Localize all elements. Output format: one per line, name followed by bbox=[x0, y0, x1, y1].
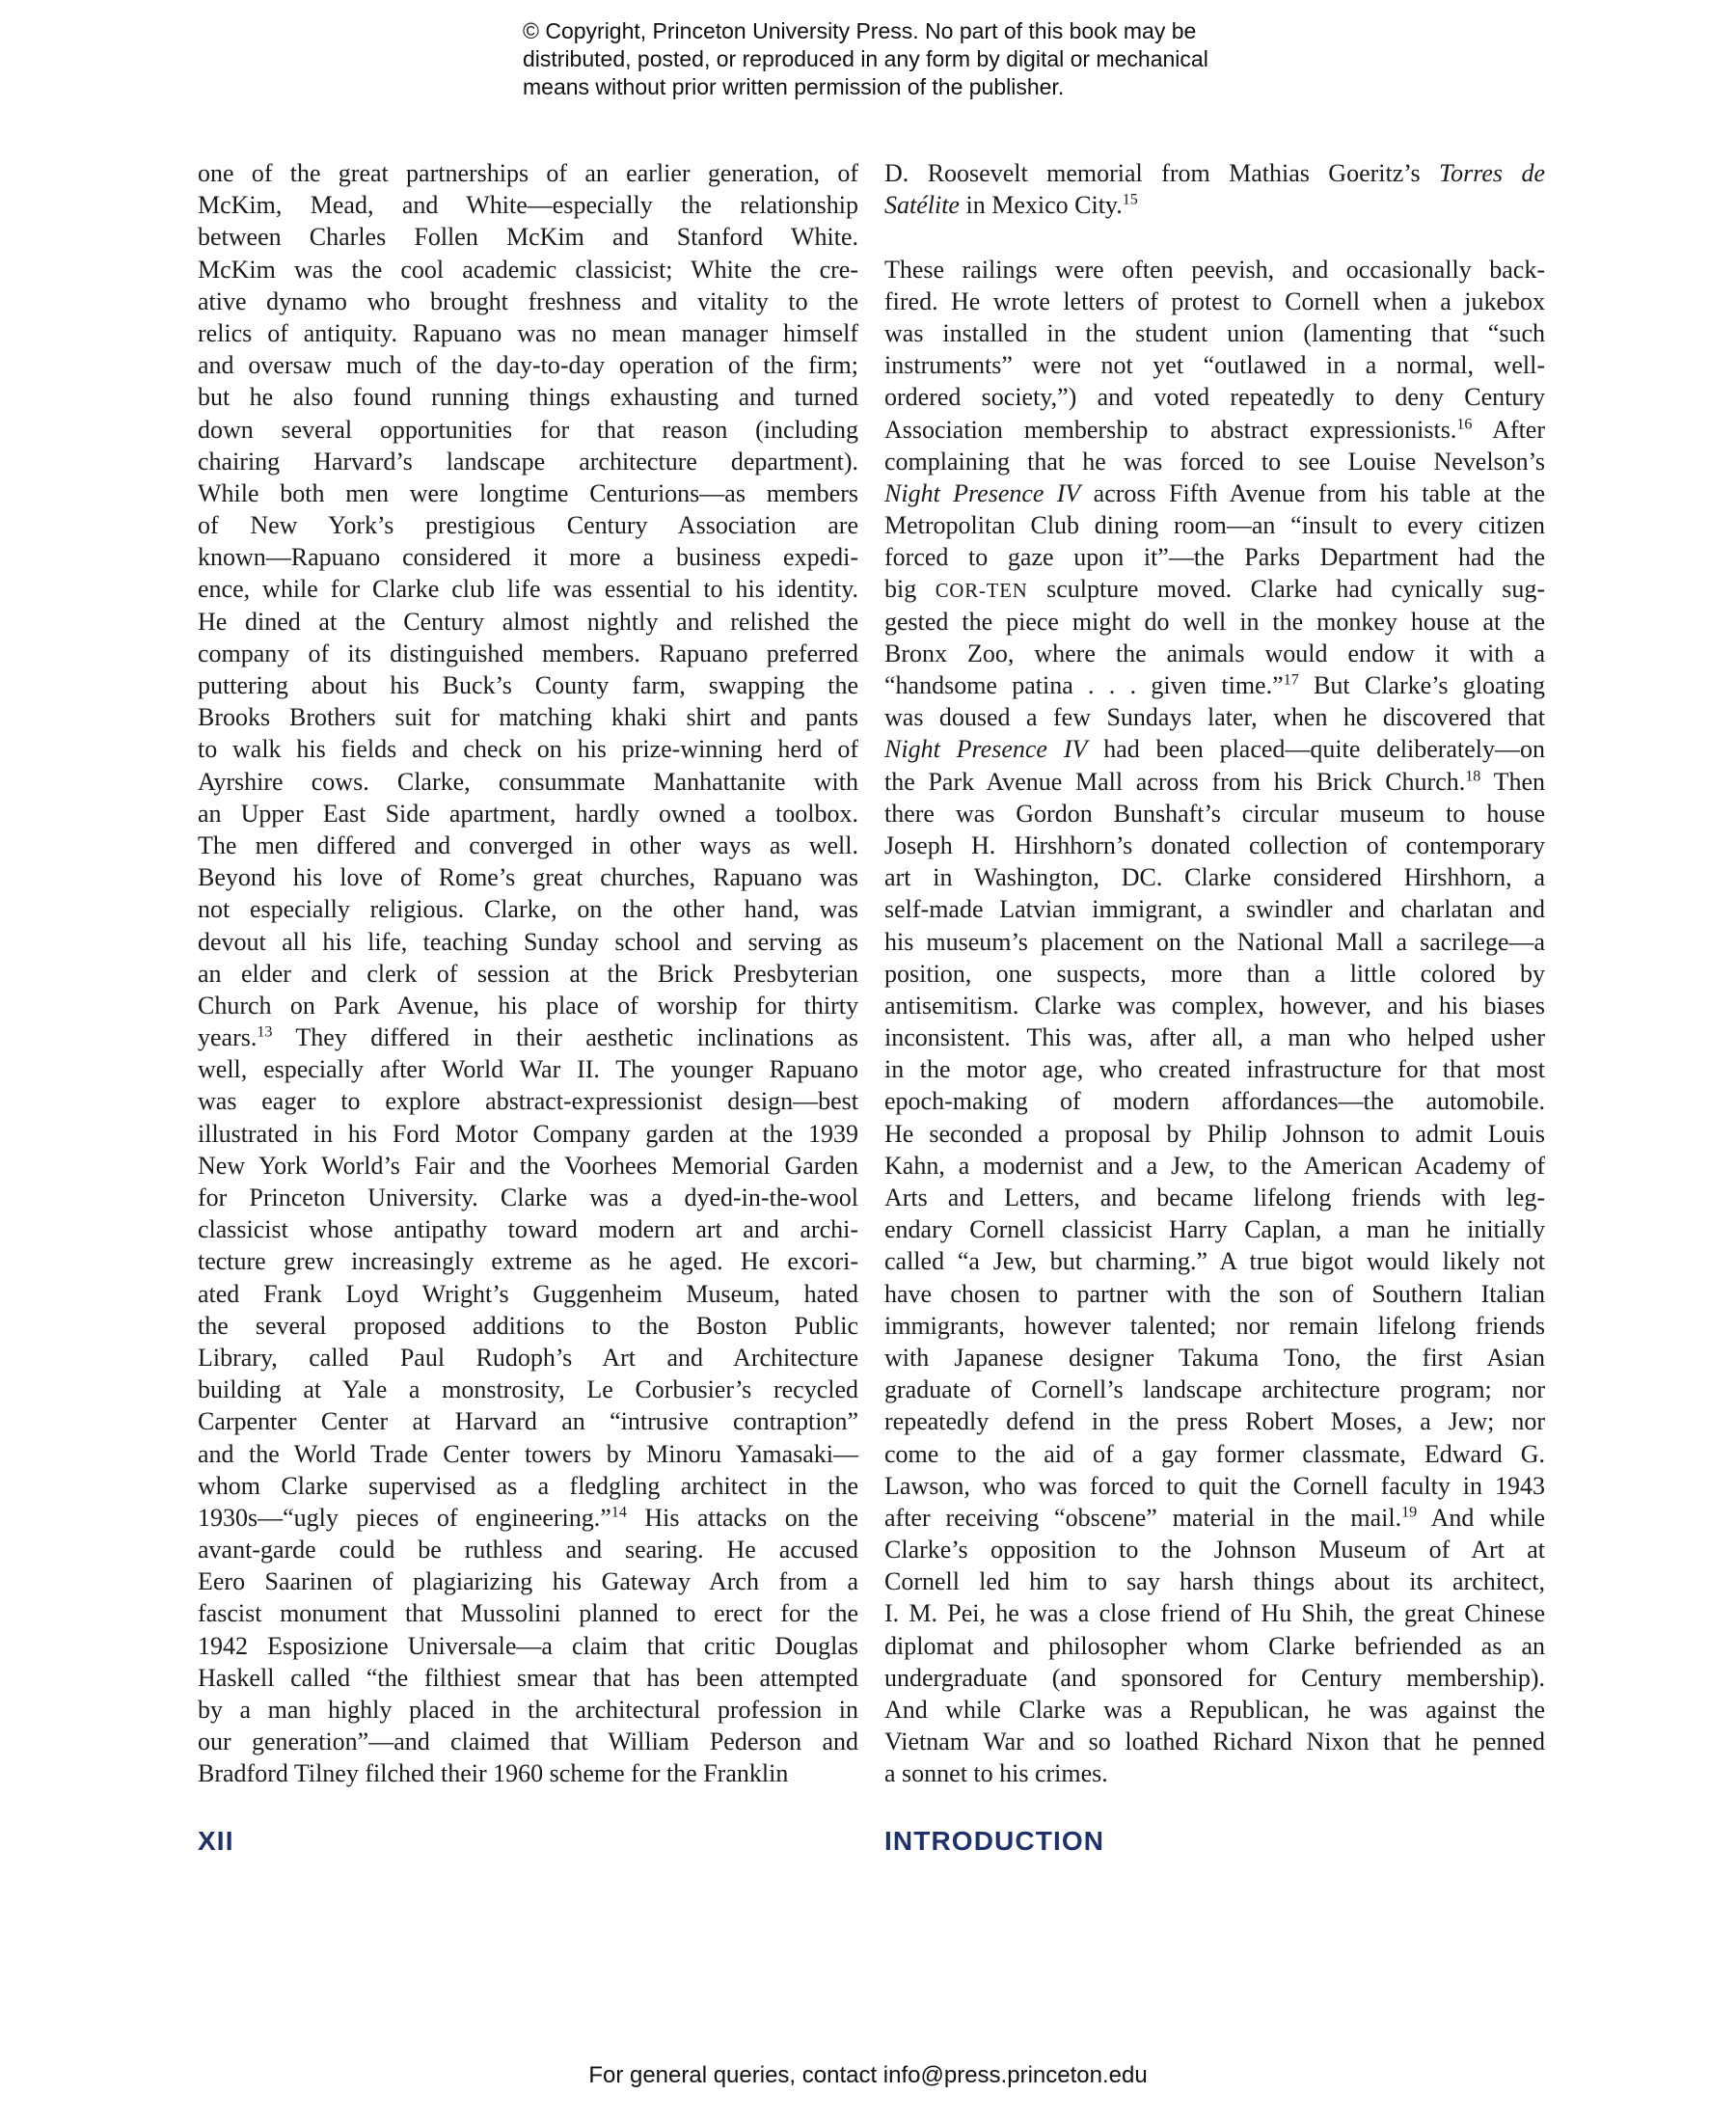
text-segment: inconsistent. This was, after all, a man who helped usher bbox=[884, 1023, 1545, 1052]
text-segment: self-made Latvian immigrant, a swindler and charlatan and bbox=[884, 895, 1545, 924]
text-segment: across Fifth Avenue from his table at the bbox=[1080, 478, 1545, 507]
text-segment: the several proposed additions to the Boston Public bbox=[198, 1311, 858, 1340]
text-line bbox=[884, 798, 1545, 830]
text-line bbox=[198, 1053, 858, 1085]
text-line bbox=[198, 1565, 858, 1597]
text-segment: and the World Trade Center towers by Minoru Yamasaki— bbox=[198, 1439, 858, 1468]
text-segment: ated Frank Loyd Wright’s Guggenheim Museum, hated bbox=[198, 1279, 858, 1308]
text-line bbox=[198, 509, 858, 541]
text-line bbox=[884, 541, 1545, 573]
copyright-line: © Copyright, Princeton University Press. No part of this book may be bbox=[523, 18, 1197, 43]
text-line bbox=[198, 1630, 858, 1662]
text-line bbox=[198, 414, 858, 446]
text-segment: Satélite bbox=[884, 191, 960, 220]
text-segment: there was Gordon Bunshaft’s circular museum to house bbox=[884, 799, 1545, 828]
text-line bbox=[884, 766, 1545, 798]
text-segment: immigrants, however talented; nor remain lifelong friends bbox=[884, 1311, 1545, 1340]
text-segment: avant-garde could be ruthless and searing. He accused bbox=[198, 1536, 858, 1564]
text-segment: After bbox=[1472, 415, 1546, 444]
text-line bbox=[884, 446, 1545, 477]
right-column bbox=[884, 157, 1545, 1790]
text-line bbox=[884, 1278, 1545, 1310]
text-segment: illustrated in his Ford Motor Company garden at the 1939 bbox=[198, 1119, 858, 1148]
text-line bbox=[198, 221, 858, 253]
text-segment: COR-TEN bbox=[935, 580, 1028, 603]
text-segment: was doused a few Sundays later, when he discovered that bbox=[884, 703, 1545, 732]
text-line bbox=[884, 317, 1545, 349]
text-line bbox=[884, 1182, 1545, 1213]
text-segment: with Japanese designer Takuma Tono, the first Asian bbox=[884, 1343, 1545, 1372]
text-line bbox=[884, 1245, 1545, 1277]
text-line bbox=[884, 893, 1545, 925]
text-line bbox=[198, 926, 858, 958]
text-line bbox=[198, 1374, 858, 1405]
text-segment: company of its distinguished members. Rapuano preferred bbox=[198, 639, 858, 667]
text-segment: art in Washington, DC. Clarke considered Hirshhorn, a bbox=[884, 863, 1545, 892]
footnote-ref: 18 bbox=[1465, 767, 1481, 784]
paragraph bbox=[884, 157, 1545, 221]
text-segment: big bbox=[884, 575, 936, 604]
text-line bbox=[884, 381, 1545, 413]
copyright-line: distributed, posted, or reproduced in any form by digital or mechanical bbox=[523, 46, 1208, 71]
text-segment: in Mexico City. bbox=[959, 191, 1123, 220]
text-line bbox=[884, 1470, 1545, 1502]
text-segment: well, especially after World War II. The younger Rapuano bbox=[198, 1055, 858, 1084]
text-line bbox=[198, 701, 858, 733]
text-line bbox=[884, 1085, 1545, 1117]
text-segment: chairing Harvard’s landscape architecture department). bbox=[198, 447, 858, 476]
text-segment: Kahn, a modernist and a Jew, to the American Academy of bbox=[884, 1151, 1545, 1180]
text-line bbox=[198, 157, 858, 189]
text-line bbox=[198, 733, 858, 765]
text-segment: an Upper East Side apartment, hardly owned a toolbox. bbox=[198, 799, 858, 828]
text-segment: one of the great partnerships of an earlier generation, of bbox=[198, 159, 858, 187]
text-segment: I. M. Pei, he was a close friend of Hu Shih, the great Chinese bbox=[884, 1599, 1545, 1628]
text-line bbox=[198, 1342, 858, 1374]
text-segment: complaining that he was forced to see Louise Nevelson’s bbox=[884, 447, 1545, 476]
text-segment: Cornell led him to say harsh things about its architect, bbox=[884, 1567, 1545, 1596]
text-line bbox=[198, 798, 858, 830]
footnote-ref: 17 bbox=[1283, 671, 1299, 689]
text-line bbox=[884, 1342, 1545, 1374]
text-segment: Lawson, who was forced to quit the Cornell faculty in 1943 bbox=[884, 1471, 1545, 1500]
text-segment: and oversaw much of the day-to-day operation of the firm; bbox=[198, 351, 858, 380]
text-line bbox=[884, 990, 1545, 1021]
text-line bbox=[198, 1502, 858, 1534]
text-segment: devout all his life, teaching Sunday school and serving as bbox=[198, 927, 858, 956]
text-line bbox=[198, 189, 858, 221]
text-line bbox=[198, 573, 858, 605]
text-line bbox=[198, 830, 858, 861]
text-line bbox=[198, 669, 858, 701]
text-line bbox=[884, 573, 1545, 605]
text-segment: an elder and clerk of session at the Brick Presbyterian bbox=[198, 959, 858, 988]
text-line bbox=[884, 1118, 1545, 1150]
text-line bbox=[198, 1597, 858, 1629]
text-line bbox=[884, 1021, 1545, 1053]
text-line bbox=[198, 254, 858, 286]
text-line bbox=[198, 990, 858, 1021]
text-segment: His attacks on the bbox=[626, 1503, 858, 1532]
text-line bbox=[198, 1310, 858, 1342]
text-segment: ence, while for Clarke club life was essential to his identity. bbox=[198, 575, 858, 604]
text-segment: was eager to explore abstract-expressionist design—best bbox=[198, 1087, 858, 1116]
text-segment: between Charles Follen McKim and Stanford White. bbox=[198, 223, 858, 252]
text-line bbox=[198, 381, 858, 413]
text-line bbox=[884, 1310, 1545, 1342]
text-line bbox=[884, 157, 1545, 189]
text-line bbox=[198, 349, 858, 381]
text-line bbox=[198, 1470, 858, 1502]
text-line bbox=[884, 733, 1545, 765]
text-line bbox=[884, 830, 1545, 861]
text-segment: whom Clarke supervised as a fledgling architect in the bbox=[198, 1471, 858, 1500]
text-line bbox=[884, 1374, 1545, 1405]
text-segment: known—Rapuano considered it more a business expedi- bbox=[198, 543, 858, 572]
footer-contact: For general queries, contact info@press.princeton.edu bbox=[588, 2062, 1148, 2088]
text-segment: his museum’s placement on the National Mall a sacrilege—a bbox=[884, 927, 1545, 956]
text-line bbox=[884, 1726, 1545, 1757]
text-segment: Night Presence IV bbox=[884, 478, 1081, 507]
text-segment: position, one suspects, more than a little colored by bbox=[884, 959, 1545, 988]
text-line bbox=[884, 254, 1545, 286]
text-line bbox=[884, 606, 1545, 638]
paragraph bbox=[884, 254, 1545, 1790]
text-line bbox=[884, 1565, 1545, 1597]
text-segment: New York World’s Fair and the Voorhees Memorial Garden bbox=[198, 1151, 858, 1180]
text-segment: 1942 Esposizione Universale—a claim that critic Douglas bbox=[198, 1631, 858, 1660]
text-line bbox=[884, 1534, 1545, 1565]
text-segment: antisemitism. Clarke was complex, however, and his biases bbox=[884, 991, 1545, 1020]
text-line bbox=[198, 861, 858, 893]
text-segment: instruments” were not yet “outlawed in a normal, well- bbox=[884, 351, 1545, 380]
text-segment: after receiving “obscene” material in the mail. bbox=[884, 1503, 1402, 1532]
text-segment: fired. He wrote letters of protest to Cornell when a jukebox bbox=[884, 286, 1545, 315]
text-segment: by a man highly placed in the architectural profession in bbox=[198, 1696, 858, 1724]
text-line bbox=[198, 1757, 858, 1789]
text-segment: a sonnet to his crimes. bbox=[884, 1759, 1108, 1788]
text-segment: Then bbox=[1480, 767, 1546, 796]
text-segment: Association membership to abstract expressionists. bbox=[884, 415, 1457, 444]
text-segment: to walk his fields and check on his prize-winning herd of bbox=[198, 735, 858, 764]
footnote-ref: 19 bbox=[1401, 1504, 1418, 1521]
text-segment: 1930s—“ugly pieces of engineering.” bbox=[198, 1503, 611, 1532]
text-line bbox=[884, 349, 1545, 381]
text-line bbox=[198, 1118, 858, 1150]
text-line bbox=[198, 1213, 858, 1245]
text-line bbox=[198, 1534, 858, 1565]
footnote-ref: 13 bbox=[257, 1023, 273, 1041]
text-line bbox=[198, 1726, 858, 1757]
text-segment: Haskell called “the filthiest smear that has been attempted bbox=[198, 1663, 858, 1692]
text-line bbox=[884, 1053, 1545, 1085]
text-segment: ordered society,”) and voted repeatedly to deny Century bbox=[884, 383, 1545, 412]
text-segment: sculpture moved. Clarke had cynically sug- bbox=[1027, 575, 1545, 604]
text-segment: While both men were longtime Centurions—as members bbox=[198, 478, 858, 507]
text-line bbox=[198, 893, 858, 925]
text-line bbox=[884, 958, 1545, 990]
text-line bbox=[884, 638, 1545, 669]
text-line bbox=[884, 926, 1545, 958]
text-segment: Library, called Paul Rudoph’s Art and Architecture bbox=[198, 1343, 858, 1372]
text-line bbox=[884, 1438, 1545, 1470]
text-segment: Ayrshire cows. Clarke, consummate Manhattanite with bbox=[198, 767, 858, 796]
text-line bbox=[198, 1694, 858, 1726]
text-line bbox=[198, 1278, 858, 1310]
text-segment: called “a Jew, but charming.” A true bigot would likely not bbox=[884, 1247, 1545, 1276]
footnote-ref: 15 bbox=[1122, 191, 1138, 208]
footnote-ref: 16 bbox=[1456, 415, 1473, 432]
text-line bbox=[884, 1630, 1545, 1662]
text-segment: for Princeton University. Clarke was a dyed-in-the-wool bbox=[198, 1183, 858, 1211]
text-segment: epoch-making of modern affordances—the automobile. bbox=[884, 1087, 1545, 1116]
text-line bbox=[884, 1150, 1545, 1182]
text-segment: He dined at the Century almost nightly and relished the bbox=[198, 607, 858, 636]
text-line bbox=[884, 414, 1545, 446]
footnote-ref: 14 bbox=[610, 1504, 627, 1521]
text-segment: “handsome patina . . . given time.” bbox=[884, 671, 1284, 699]
text-line bbox=[198, 1662, 858, 1694]
text-segment: ative dynamo who brought freshness and vitality to the bbox=[198, 286, 858, 315]
text-segment: McKim, Mead, and White—especially the relationship bbox=[198, 191, 858, 220]
text-segment: come to the aid of a gay former classmate, Edward G. bbox=[884, 1439, 1545, 1468]
text-segment: years. bbox=[198, 1023, 258, 1052]
text-line bbox=[884, 1405, 1545, 1437]
body-columns bbox=[198, 157, 1545, 1790]
text-line bbox=[884, 1757, 1545, 1789]
text-line bbox=[884, 286, 1545, 317]
text-line bbox=[198, 606, 858, 638]
text-segment: gested the piece might do well in the monkey house at the bbox=[884, 607, 1545, 636]
text-segment: diplomat and philosopher whom Clarke befriended as an bbox=[884, 1631, 1545, 1660]
paragraph bbox=[198, 157, 858, 1790]
text-line bbox=[884, 477, 1545, 509]
text-segment: in the motor age, who created infrastructure for that most bbox=[884, 1055, 1545, 1084]
text-line bbox=[884, 1694, 1545, 1726]
text-line bbox=[198, 446, 858, 477]
text-segment: Eero Saarinen of plagiarizing his Gateway Arch from a bbox=[198, 1567, 858, 1596]
text-line bbox=[198, 1405, 858, 1437]
copyright-line: means without prior written permission of the publisher. bbox=[523, 74, 1065, 99]
running-head: INTRODUCTION bbox=[884, 1826, 1105, 1856]
text-segment: repeatedly defend in the press Robert Moses, a Jew; nor bbox=[884, 1407, 1545, 1436]
text-segment: tecture grew increasingly extreme as he aged. He excori- bbox=[198, 1247, 858, 1276]
text-segment: fascist monument that Mussolini planned to erect for the bbox=[198, 1599, 858, 1628]
text-line bbox=[884, 861, 1545, 893]
text-segment: down several opportunities for that reason (including bbox=[198, 415, 858, 444]
text-segment: Bradford Tilney filched their 1960 scheme for the Franklin bbox=[198, 1759, 789, 1788]
text-line bbox=[884, 701, 1545, 733]
text-line bbox=[198, 541, 858, 573]
text-segment: But Clarke’s gloating bbox=[1298, 671, 1545, 699]
text-segment: Metropolitan Club dining room—an “insult to every citizen bbox=[884, 511, 1545, 540]
text-segment: The men differed and converged in other ways as well. bbox=[198, 830, 858, 859]
text-line bbox=[198, 1085, 858, 1117]
text-line bbox=[198, 1182, 858, 1213]
text-line bbox=[198, 1021, 858, 1053]
text-segment: Brooks Brothers suit for matching khaki shirt and pants bbox=[198, 703, 858, 732]
text-segment: was installed in the student union (lamenting that “such bbox=[884, 318, 1545, 347]
text-line bbox=[884, 669, 1545, 701]
text-line bbox=[198, 286, 858, 317]
text-segment: undergraduate (and sponsored for Century membership). bbox=[884, 1663, 1545, 1692]
left-column bbox=[198, 157, 858, 1790]
text-segment: have chosen to partner with the son of Southern Italian bbox=[884, 1279, 1545, 1308]
text-segment: Torres de bbox=[1439, 159, 1545, 187]
text-segment: had been placed—quite deliberately—on bbox=[1087, 735, 1545, 764]
text-segment: They differed in their aesthetic inclinations as bbox=[272, 1023, 858, 1052]
text-segment: McKim was the cool academic classicist; White the cre- bbox=[198, 255, 858, 284]
text-line bbox=[198, 1438, 858, 1470]
text-segment: of New York’s prestigious Century Association are bbox=[198, 511, 858, 540]
text-line bbox=[198, 1150, 858, 1182]
text-segment: Joseph H. Hirshhorn’s donated collection of contemporary bbox=[884, 830, 1545, 859]
text-line bbox=[884, 509, 1545, 541]
text-segment: Vietnam War and so loathed Richard Nixon that he penned bbox=[884, 1728, 1545, 1756]
text-line bbox=[884, 189, 1545, 221]
text-segment: the Park Avenue Mall across from his Brick Church. bbox=[884, 767, 1466, 796]
text-line bbox=[884, 1502, 1545, 1534]
text-line bbox=[198, 638, 858, 669]
text-segment: but he also found running things exhausting and turned bbox=[198, 383, 858, 412]
text-segment: Bronx Zoo, where the animals would endow it with a bbox=[884, 639, 1545, 667]
text-segment: classicist whose antipathy toward modern art and archi- bbox=[198, 1215, 858, 1244]
text-line bbox=[198, 958, 858, 990]
text-segment: Clarke’s opposition to the Johnson Museum of Art at bbox=[884, 1536, 1545, 1564]
text-line bbox=[884, 1597, 1545, 1629]
copyright-notice bbox=[523, 17, 1208, 101]
text-segment: Night Presence IV bbox=[884, 735, 1088, 764]
text-segment: He seconded a proposal by Philip Johnson to admit Louis bbox=[884, 1119, 1545, 1148]
text-segment: Beyond his love of Rome’s great churches, Rapuano was bbox=[198, 863, 858, 892]
text-segment: building at Yale a monstrosity, Le Corbusier’s recycled bbox=[198, 1375, 858, 1404]
text-line bbox=[884, 1213, 1545, 1245]
text-line bbox=[884, 1662, 1545, 1694]
text-segment: not especially religious. Clarke, on the other hand, was bbox=[198, 895, 858, 924]
text-segment: And while Clarke was a Republican, he was against the bbox=[884, 1696, 1545, 1724]
text-segment: Arts and Letters, and became lifelong friends with leg- bbox=[884, 1183, 1545, 1211]
page-number: XII bbox=[198, 1826, 234, 1856]
text-segment: Carpenter Center at Harvard an “intrusive contraption” bbox=[198, 1407, 858, 1436]
text-line bbox=[198, 1245, 858, 1277]
text-segment: graduate of Cornell’s landscape architecture program; nor bbox=[884, 1375, 1545, 1404]
text-segment: endary Cornell classicist Harry Caplan, a man he initially bbox=[884, 1215, 1545, 1244]
text-line bbox=[198, 317, 858, 349]
text-segment: our generation”—and claimed that William Pederson and bbox=[198, 1728, 858, 1756]
text-line bbox=[198, 477, 858, 509]
text-segment: Church on Park Avenue, his place of worship for thirty bbox=[198, 991, 858, 1020]
text-segment: These railings were often peevish, and occasionally back- bbox=[884, 255, 1545, 284]
text-segment: relics of antiquity. Rapuano was no mean manager himself bbox=[198, 318, 858, 347]
text-segment: D. Roosevelt memorial from Mathias Goeritz’s bbox=[884, 159, 1440, 187]
text-segment: And while bbox=[1417, 1503, 1545, 1532]
text-line bbox=[198, 766, 858, 798]
text-segment: forced to gaze upon it”—the Parks Department had the bbox=[884, 543, 1545, 572]
text-segment: puttering about his Buck’s County farm, swapping the bbox=[198, 671, 858, 699]
